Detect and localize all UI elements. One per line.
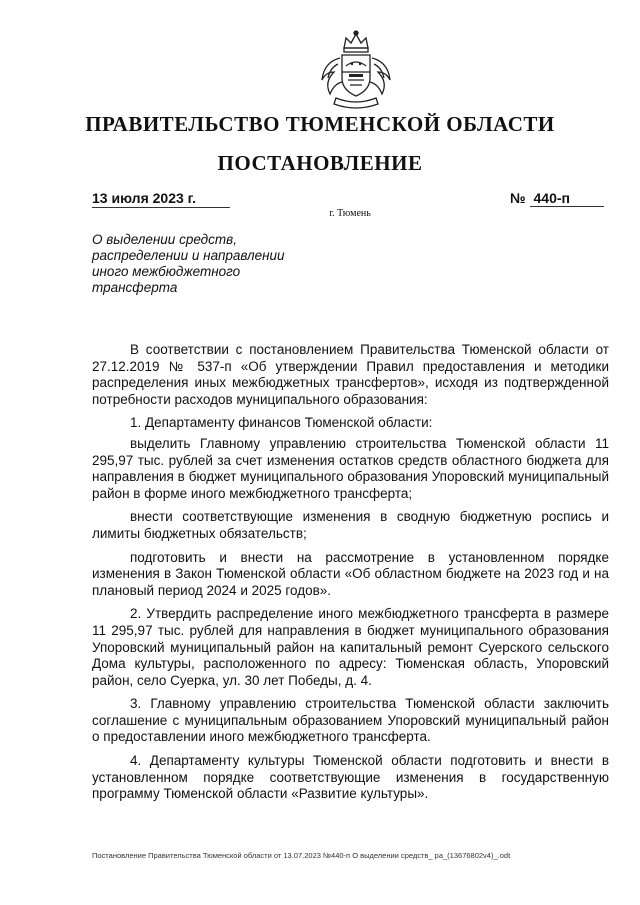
- government-name: ПРАВИТЕЛЬСТВО ТЮМЕНСКОЙ ОБЛАСТИ: [85, 112, 555, 136]
- city-label: г. Тюмень: [329, 208, 371, 219]
- subject-line: распределении и направлении: [92, 248, 285, 263]
- coat-of-arms-icon: [316, 28, 396, 110]
- paragraph-item-3: 3. Главному управлению строительства Тюменской области заключить соглашение с муниципальным образованием Упоровский муниципальный район о предоставлении иного межбюджетного трансферта.: [92, 696, 609, 745]
- paragraph-item-1b: внести соответствующие изменения в сводную бюджетную роспись и лимиты бюджетных обязательств;: [92, 509, 609, 541]
- document-number: [510, 190, 606, 207]
- document-footer: Постановление Правительства Тюменской области от 13.07.2023 №440-п О выделении средств_ ра_(13676802v4)_.odt: [92, 851, 511, 860]
- number-prefix: №: [510, 190, 526, 206]
- document-subject: [92, 232, 332, 296]
- subject-line: О выделении средств,: [92, 232, 237, 247]
- document-date: 13 июля 2023 г.: [92, 190, 230, 208]
- document-body: [92, 342, 609, 810]
- document-type: ПОСТАНОВЛЕНИЕ: [217, 151, 423, 175]
- paragraph-item-1a: выделить Главному управлению строительства Тюменской области 11 295,97 тыс. рублей за счет изменения остатков средств областного бюджета для направления в бюджет муниципального образования Упоровский муниципальный район в форме иного межбюджетного трансферта;: [92, 435, 609, 501]
- paragraph-item-1: 1. Департаменту финансов Тюменской области:: [130, 415, 433, 431]
- paragraph-item-1c: подготовить и внести на рассмотрение в установленном порядке изменения в Закон Тюменской области «Об областном бюджете на 2023 год и на плановый период 2024 и 2025 годов».: [92, 549, 609, 598]
- paragraph-item-4: 4. Департаменту культуры Тюменской области подготовить и внести в установленном порядке соответствующие изменения в государственную программу Тюменской области «Развитие культуры».: [92, 753, 609, 802]
- paragraph-item-2: 2. Утвердить распределение иного межбюджетного трансферта в размере 11 295,97 тыс. рублей для направления в бюджет муниципального образования Упоровский муниципальный район на капитальный ремонт Суерского сельского Дома культуры, расположенного по адресу: Тюменская область, Упоровский район, село Суерка, ул. 30 лет Победы, д. 4.: [92, 606, 609, 688]
- number-value: 440-п: [530, 190, 604, 207]
- subject-line: трансферта: [92, 280, 178, 295]
- paragraph-preamble: В соответствии с постановлением Правительства Тюменской области от 27.12.2019 № 537-п «Об утверждении Правил предоставления и методики распределения иных межбюджетных трансфертов», исходя из подтвержденной потребности расходов муниципального образования:: [92, 342, 609, 407]
- subject-line: иного межбюджетного: [92, 264, 241, 279]
